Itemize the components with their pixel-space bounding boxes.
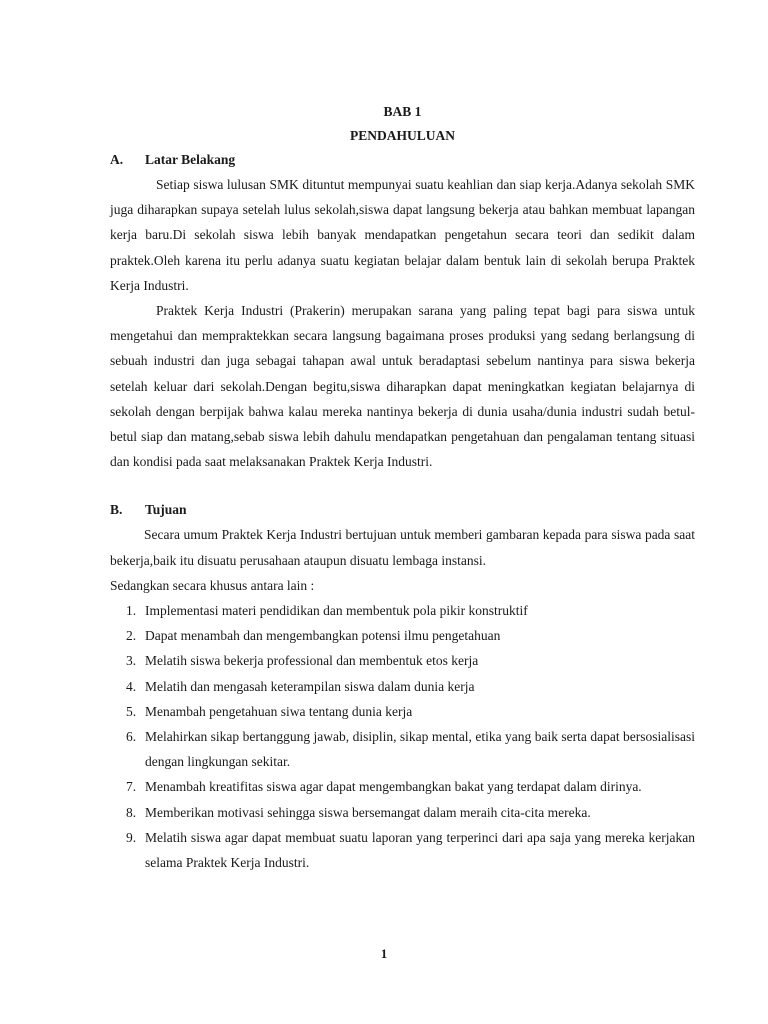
list-number: 5. [126,703,137,719]
list-number: 3. [126,653,137,669]
page-number: 1 [380,946,388,961]
list-item [110,674,695,699]
list-number: 6. [126,729,137,745]
list-text: Memberikan motivasi sehingga siswa bersemangat dalam meraih cita-cita mereka. [145,804,591,820]
section-a-letter: A. [110,152,124,167]
page-content [110,100,695,875]
list-number: 8. [126,804,137,820]
list-text: Melahirkan sikap bertanggung jawab, disiplin, sikap mental, etika yang baik serta dapat bersosialisasi dengan lingkungan sekitar. [145,729,695,770]
list-item [110,825,695,875]
list-number: 1. [126,603,137,619]
paragraph: Secara umum Praktek Kerja Industri bertujuan untuk memberi gambaran kepada para siswa pada saat bekerja,baik itu disuatu perusahaan ataupun disuatu lembaga instansi. [110,527,695,568]
paragraph: Praktek Kerja Industri (Prakerin) merupakan sarana yang paling tepat bagi para siswa untuk mengetahui dan mempraktekkan secara langsung bagaimana proses produksi yang sedang berlangsung di sebuah industri dan juga sebagai tahapan awal untuk beradaptasi sebelum nantinya para siswa bekerja setelah keluar dari sekolah.Dengan begitu,siswa diharapkan dapat meningkatkan kegiatan belajarnya di sekolah dengan berpijak bahwa kalau mereka nantinya bekerja di dunia usaha/dunia industri sudah betul-betul siap dan matang,sebab siswa lebih dahulu mendapatkan pengetahuan dan pengalaman tentang situasi dan kondisi pada saat melaksanakan Praktek Kerja Industri. [110,303,695,470]
list-item [110,774,695,799]
chapter-label: BAB 1 [383,104,422,119]
spacer [110,474,695,498]
list-item [110,598,695,623]
paragraph: Setiap siswa lulusan SMK dituntut mempunyai suatu keahlian dan siap kerja.Adanya sekolah SMK juga diharapkan supaya setelah lulus sekolah,siswa dapat langsung bekerja atau bahkan membuat lapangan kerja baru.Di sekolah siswa lebih banyak mendapatkan pengetahun secara teori dan sedikit dalam praktek.Oleh karena itu perlu adanya suatu kegiatan belajar dalam bentuk lain di sekolah berupa Praktek Kerja Industri. [110,177,695,293]
section-a-heading [110,148,695,172]
list-item [110,699,695,724]
section-b-title: Tujuan [145,502,187,518]
list-text: Melatih siswa bekerja professional dan membentuk etos kerja [145,653,479,669]
section-b-letter: B. [110,502,123,518]
list-item [110,623,695,648]
list-lead: Sedangkan secara khusus antara lain : [110,577,315,593]
list-text: Implementasi materi pendidikan dan membentuk pola pikir konstruktif [145,603,528,619]
list-text: Dapat menambah dan mengembangkan potensi ilmu pengetahuan [145,628,501,644]
chapter-title: PENDAHULUAN [349,128,455,143]
list-text: Melatih dan mengasah keterampilan siswa dalam dunia kerja [145,678,475,694]
list-number: 4. [126,678,137,694]
list-item [110,724,695,774]
list-text: Menambah kreatifitas siswa agar dapat mengembangkan bakat yang terdapat dalam dirinya. [145,779,642,795]
section-b-heading [110,498,695,522]
list-number: 9. [126,829,137,845]
list-item [110,800,695,825]
section-a-title: Latar Belakang [145,152,236,167]
list-text: Menambah pengetahuan siwa tentang dunia kerja [145,703,413,719]
list-item [110,648,695,673]
list-text: Melatih siswa agar dapat membuat suatu laporan yang terperinci dari apa saja yang mereka kerjakan selama Praktek Kerja Industri. [145,829,695,871]
list-number: 2. [126,628,137,644]
list-number: 7. [126,779,137,795]
objectives-list [110,598,695,875]
